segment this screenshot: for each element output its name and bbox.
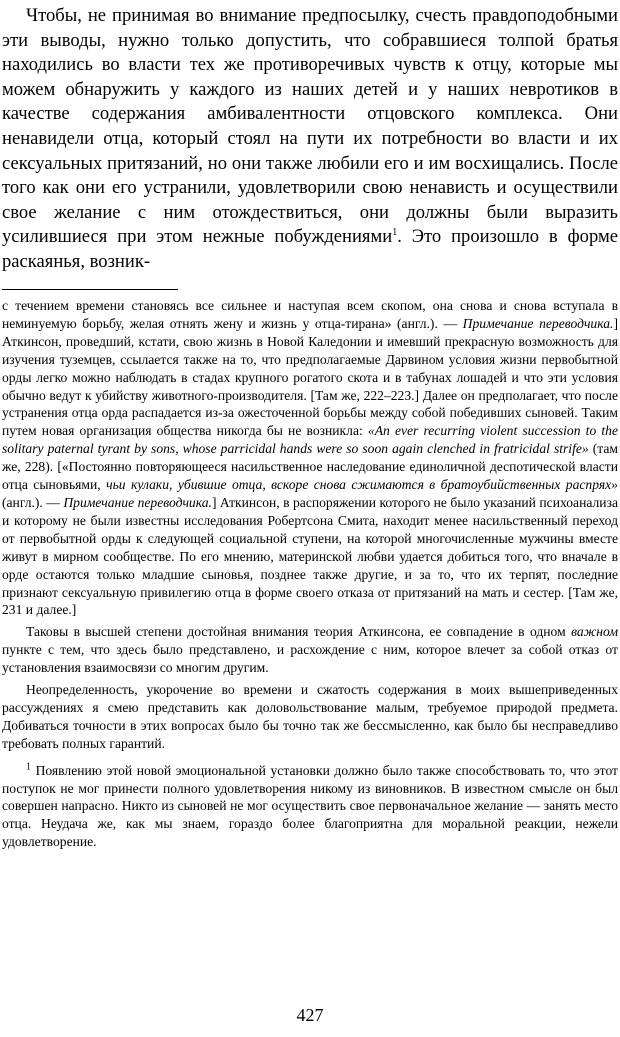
page-number: 427 — [296, 1005, 324, 1025]
translator-note-label: Примечание переводчика. — [462, 315, 614, 331]
uncertainty-paragraph: Неопределенность, укорочение во времени и сжатость содержания в моих вышеприведенных рассуждениях я смею представить как доловольствование малым, требуемое природой предмета. Добиваться точности в этих вопросах было бы точно так же бессмысленно, как было бы несправедливо требовать полных гарантий. — [2, 682, 618, 751]
main-text-block — [2, 4, 618, 275]
footnote-1: $^1$ Появлению этой новой эмоциональной установки должно было также способствовать то, что этот поступок не мог принести полного удовлетворения никому из виновников. В известном смысле он был совершен напрасно. Никто из сыновей не мог осуществить свое первоначальное желание — занять место отца. Неудача же, как мы знаем, гораздо более благоприятна для моральной реакции, нежели удовлетворение. — [2, 761, 618, 850]
english-quote: «An ever recurring violent succession to the solitary paternal tyrant by sons, whose parricidal hands were so soon again clenched in fratricidal strife» — [2, 423, 618, 457]
footnote-separator — [2, 289, 178, 290]
emphasis-word: важном — [571, 624, 619, 640]
translated-quote: чьи кулаки, убившие отца, вскоре снова сжимаются в братоубийственных распрях» — [106, 477, 618, 493]
footnote-marker: 1 — [26, 761, 31, 773]
main-paragraph: Чтобы, не принимая во внимание предпосылку, счесть правдоподобными эти выводы, нужно только допустить, что собравшиеся толпой братья находились во власти тех же противоречивых чувств к отцу, которые мы можем обнаружить у каждого из наших детей и у наших невротиков в качестве содержания амбивалентности отцовского комплекса. Они ненавидели отца, который стоял на пути их потребности во власти и их сексуальных притязаний, но они также любили его и им восхищались. После того как они его устранили, удовлетворили свою ненависть и осуществили свое желание с ним отождествиться, они должны были выразить усилившиеся при этом нежные побуждениями$^1$. Это произошло в форме раскаянья, возник- — [2, 5, 618, 272]
footnote-continuation: с течением времени становясь все сильнее и наступая всем скопом, она снова и снова вступала в неминуемую борьбу, желая отнять жену и жизнь у отца-тирана» (англ.). — Примечание переводчика.] Аткинсон, проведший, кстати, свою жизнь в Новой Каледонии и имевший прекрасную возможность для изучения туземцев, ссылается также на то, что предполагаемые Дарвином условия жизни первобытной орды легко можно наблюдать в стадах крупного рогатого скота и в табунах лошадей и что эти условия обычно ведут к убийству животного-производителя. [Там же, 222–223.] Далее он предполагает, что после устранения отца орда распадается из-за ожесточенной борьбы между собой победивших сыновей. Таким путем новая организация общества никогда бы не возникла: «An ever recurring violent succession to the solitary paternal tyrant by sons, whose parricidal hands were so soon again clenched in fratricidal strife» (там же, 228). [«Постоянно повторяющееся насильственное наследование единоличной деспотической власти отца сыновьями, чьи кулаки, убившие отца, вскоре снова сжимаются в братоубийственных распрях» (англ.). — Примечание переводчика.] Аткинсон, в распоряжении которого не было указаний психоанализа и которому не были известны исследования Робертсона Смита, находит менее насильственный переход от первобытной орды к следующей социальной ступени, на которой многочисленные мужчины вместе живут в мирном сообществе. По его мнению, материнской любви удается добиться того, что вначале в орде остаются только младшие сыновья, позднее также другие, и за то, что их терпят, последние признают сексуальную привилегию отца в форме своего отказа от притязаний на мать и сестер. [Там же, 231 и далее.] — [2, 298, 618, 618]
translator-note-label: Примечание переводчика. — [63, 494, 212, 510]
footnotes-block — [2, 297, 618, 851]
atkinson-paragraph: Таковы в высшей степени достойная внимания теория Аткинсона, ее совпадение в одном важном пункте с тем, что здесь было представлено, и расхождение с ним, которое влечет за собой отказ от установления взаимосвязи со многим другим. — [2, 624, 619, 676]
footnote-ref-1: 1 — [392, 227, 398, 239]
